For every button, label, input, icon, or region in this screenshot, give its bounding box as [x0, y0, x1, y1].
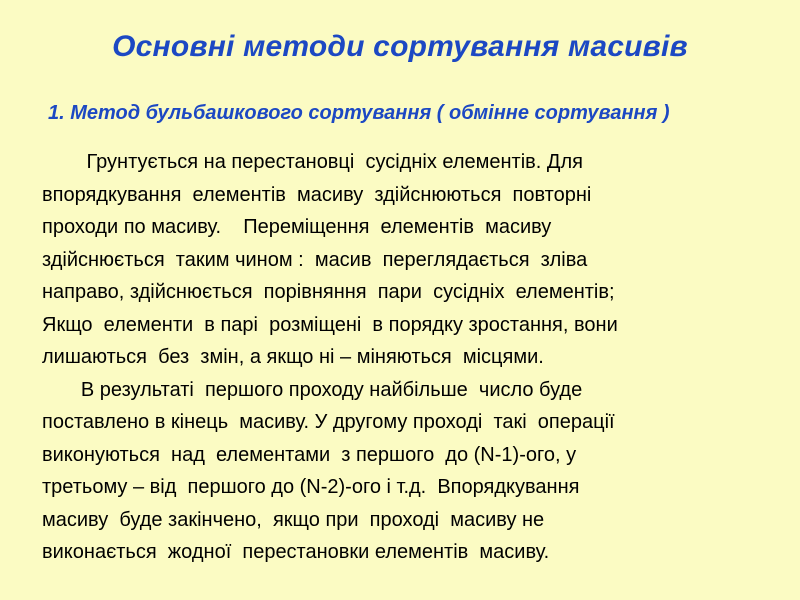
body-line: виконається жодної перестановки елементів масиву.	[42, 541, 550, 563]
body-line: проходи по масиву. Переміщення елементів масиву	[42, 216, 552, 238]
body-line: лишаються без змін, а якщо ні – міняються місцями.	[42, 346, 544, 368]
slide-body-text	[42, 146, 762, 569]
body-line: В результаті першого проходу найбільше число буде	[42, 378, 583, 401]
body-line: третьому – від першого до (N-2)-ого і т.д. Впорядкування	[42, 476, 580, 498]
body-line: здійснюється таким чином : масив переглядається зліва	[42, 248, 588, 271]
body-line: поставлено в кінець масиву. У другому проході такі операції	[42, 411, 615, 433]
body-line: виконуються над елементами з першого до (N-1)-ого, у	[42, 443, 577, 466]
body-line: впорядкування елементів масиву здійснюються повторні	[42, 183, 592, 206]
body-line: направо, здійснюється порівняння пари сусідніх елементів;	[42, 281, 615, 303]
slide-title: Основні методи сортування масивів	[112, 30, 688, 63]
body-line: масиву буде закінчено, якщо при проході масиву не	[42, 508, 545, 531]
slide-subtitle: 1. Метод бульбашкового сортування ( обмінне сортування )	[48, 102, 670, 124]
body-line: Якщо елементи в парі розміщені в порядку зростання, вони	[42, 313, 618, 336]
body-line: Грунтується на перестановці сусідніх елементів. Для	[42, 151, 583, 173]
